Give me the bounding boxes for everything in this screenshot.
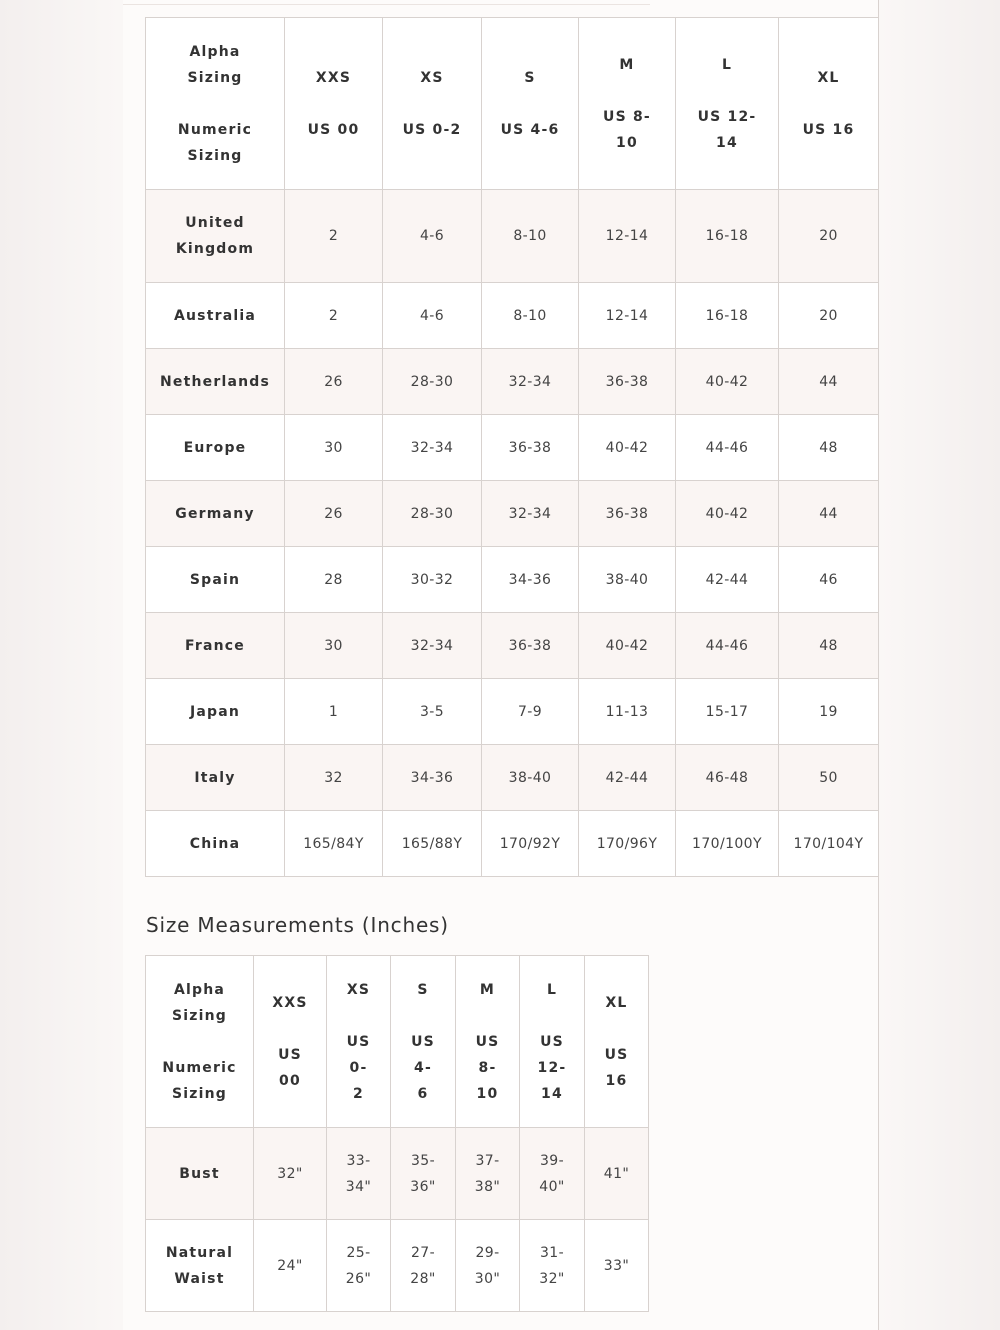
table-cell: 20	[779, 283, 879, 349]
header-size-xs	[327, 956, 391, 1128]
table-cell: 48	[779, 613, 879, 679]
table-cell	[327, 1220, 391, 1312]
header-size-xs	[383, 18, 482, 190]
header-alpha-numeric	[146, 18, 285, 190]
table-cell: 36-38	[482, 415, 579, 481]
row-label	[146, 1220, 254, 1312]
table-cell: 32-34	[482, 481, 579, 547]
cell-line: 29-	[475, 1244, 500, 1261]
cell-line: 34"	[345, 1178, 372, 1195]
header-size-s	[482, 18, 579, 190]
size-numeric: US 12-	[697, 108, 757, 125]
header-numeric-label: Numeric	[162, 1059, 237, 1076]
size-numeric: 4-	[414, 1059, 432, 1076]
size-numeric: 6	[417, 1085, 429, 1102]
size-numeric: 8-	[478, 1059, 497, 1076]
table-cell: 19	[779, 679, 879, 745]
size-numeric: US	[411, 1033, 435, 1050]
size-alpha: S	[417, 981, 429, 998]
table-row-china	[146, 811, 879, 877]
header-numeric-label: Numeric Sizing	[177, 121, 253, 164]
header-numeric-label: Sizing	[171, 1085, 228, 1102]
table-cell: 46-48	[676, 745, 779, 811]
cell-line: 31-	[539, 1244, 565, 1261]
header-size-s	[391, 956, 456, 1128]
size-numeric: US	[604, 1046, 629, 1063]
table-cell	[456, 1220, 520, 1312]
row-label-line: Natural	[165, 1244, 234, 1261]
row-label: China	[146, 811, 285, 877]
table-cell	[585, 1128, 649, 1220]
table-header-row	[146, 956, 649, 1128]
table-cell: 38-40	[482, 745, 579, 811]
table-cell	[520, 1220, 585, 1312]
header-size-xl	[585, 956, 649, 1128]
cell-line: 27-	[410, 1244, 436, 1261]
cell-line: 36"	[410, 1178, 436, 1195]
table-row-europe	[146, 415, 879, 481]
size-alpha: XL	[817, 69, 840, 86]
cell-line: 39-	[539, 1152, 565, 1169]
table-cell: 2	[285, 283, 383, 349]
table-row-natural-waist	[146, 1220, 649, 1312]
table-cell: 20	[779, 190, 879, 283]
size-alpha: L	[546, 981, 558, 998]
table-cell: 8-10	[482, 283, 579, 349]
table-cell: 34-36	[383, 745, 482, 811]
size-numeric: US 8-	[603, 108, 651, 125]
size-numeric: US 4-6	[500, 121, 560, 138]
table-header-row	[146, 18, 879, 190]
size-alpha: XS	[346, 981, 371, 998]
row-label-line: United	[185, 215, 245, 231]
size-conversion-table	[145, 17, 879, 877]
row-label: Germany	[146, 481, 285, 547]
table-cell: 170/96Y	[579, 811, 676, 877]
size-numeric: US 00	[307, 121, 360, 138]
size-alpha: M	[619, 56, 635, 73]
table-cell	[520, 1128, 585, 1220]
header-size-l	[676, 18, 779, 190]
table-cell: 46	[779, 547, 879, 613]
table-cell: 11-13	[579, 679, 676, 745]
size-numeric: 14	[716, 134, 738, 151]
size-numeric: 2	[353, 1085, 364, 1102]
table-cell: 26	[285, 349, 383, 415]
table-row-netherlands	[146, 349, 879, 415]
size-numeric: 0-	[349, 1059, 368, 1076]
cell-line: 38"	[474, 1178, 501, 1195]
size-numeric: 10	[616, 134, 638, 151]
table-cell: 40-42	[579, 613, 676, 679]
row-label: Netherlands	[146, 349, 285, 415]
cell-line: 41"	[603, 1165, 630, 1182]
table-row-spain	[146, 547, 879, 613]
size-numeric: US	[346, 1033, 371, 1050]
table-cell: 44	[779, 481, 879, 547]
header-size-m	[579, 18, 676, 190]
table-cell: 44-46	[676, 613, 779, 679]
size-numeric: 16	[605, 1072, 628, 1089]
table-cell: 36-38	[482, 613, 579, 679]
table-row-japan	[146, 679, 879, 745]
table-row-germany	[146, 481, 879, 547]
size-alpha: XS	[420, 69, 444, 86]
header-alpha-label: Alpha Sizing	[187, 43, 243, 86]
cell-line: 24"	[277, 1257, 303, 1274]
size-numeric: US	[278, 1046, 302, 1063]
cell-line: 37-	[475, 1152, 500, 1169]
size-alpha: S	[524, 69, 536, 86]
cell-line: 32"	[277, 1165, 303, 1182]
cell-line: 33-	[346, 1152, 371, 1169]
row-label: France	[146, 613, 285, 679]
size-alpha: XXS	[272, 994, 308, 1011]
table-cell: 32-34	[383, 415, 482, 481]
header-alpha-numeric	[146, 956, 254, 1128]
table-cell: 30-32	[383, 547, 482, 613]
divider	[123, 4, 650, 5]
table-cell: 34-36	[482, 547, 579, 613]
table-cell: 32-34	[482, 349, 579, 415]
table-cell: 4-6	[383, 190, 482, 283]
header-size-m	[456, 956, 520, 1128]
cell-line: 30"	[474, 1270, 501, 1287]
size-alpha: L	[721, 56, 733, 73]
header-size-l	[520, 956, 585, 1128]
table-cell: 28	[285, 547, 383, 613]
table-cell: 170/104Y	[779, 811, 879, 877]
size-alpha: XL	[605, 994, 628, 1011]
row-label: Europe	[146, 415, 285, 481]
row-label: Spain	[146, 547, 285, 613]
table-cell: 40-42	[676, 349, 779, 415]
row-label: Bust	[146, 1128, 254, 1220]
table-cell: 3-5	[383, 679, 482, 745]
table-cell	[391, 1128, 456, 1220]
table-row-united-kingdom	[146, 190, 879, 283]
header-size-xxs	[254, 956, 327, 1128]
cell-line: 35-	[410, 1152, 436, 1169]
table-cell: 16-18	[676, 190, 779, 283]
table-row-bust	[146, 1128, 649, 1220]
table-cell: 28-30	[383, 481, 482, 547]
table-cell: 40-42	[676, 481, 779, 547]
table-cell: 16-18	[676, 283, 779, 349]
table-cell	[391, 1220, 456, 1312]
table-cell: 30	[285, 415, 383, 481]
size-numeric: US 16	[802, 121, 855, 138]
table-cell: 1	[285, 679, 383, 745]
cell-line: 40"	[539, 1178, 565, 1195]
cell-line: 33"	[603, 1257, 630, 1274]
size-numeric: 10	[476, 1085, 499, 1102]
table-cell: 44	[779, 349, 879, 415]
table-row-italy	[146, 745, 879, 811]
size-alpha: XXS	[315, 69, 352, 86]
table-cell: 38-40	[579, 547, 676, 613]
table-cell: 48	[779, 415, 879, 481]
row-label-line: Kingdom	[175, 241, 255, 257]
table-row-france	[146, 613, 879, 679]
size-numeric: 00	[279, 1072, 301, 1089]
table-cell	[254, 1128, 327, 1220]
table-cell: 30	[285, 613, 383, 679]
table-cell: 12-14	[579, 283, 676, 349]
size-alpha: M	[479, 981, 496, 998]
table-cell: 28-30	[383, 349, 482, 415]
table-cell: 42-44	[676, 547, 779, 613]
table-cell	[585, 1220, 649, 1312]
table-cell: 42-44	[579, 745, 676, 811]
table-cell: 32-34	[383, 613, 482, 679]
table-cell	[254, 1220, 327, 1312]
table-row-australia	[146, 283, 879, 349]
row-label-line: Waist	[174, 1270, 225, 1287]
table-cell: 165/84Y	[285, 811, 383, 877]
size-numeric: 12-	[537, 1059, 567, 1076]
table-cell: 170/92Y	[482, 811, 579, 877]
table-cell: 12-14	[579, 190, 676, 283]
table-cell: 165/88Y	[383, 811, 482, 877]
table-cell: 36-38	[579, 481, 676, 547]
table-cell: 2	[285, 190, 383, 283]
size-numeric: US	[475, 1033, 500, 1050]
table-cell: 15-17	[676, 679, 779, 745]
cell-line: 32"	[539, 1270, 565, 1287]
table-cell: 40-42	[579, 415, 676, 481]
table-cell: 8-10	[482, 190, 579, 283]
cell-line: 28"	[410, 1270, 436, 1287]
size-numeric: US	[540, 1033, 564, 1050]
header-alpha-label: Sizing	[171, 1007, 228, 1024]
table-cell	[456, 1128, 520, 1220]
table-cell: 32	[285, 745, 383, 811]
table-cell: 4-6	[383, 283, 482, 349]
table-cell: 44-46	[676, 415, 779, 481]
table-cell: 36-38	[579, 349, 676, 415]
cell-line: 26"	[345, 1270, 372, 1287]
table-cell: 26	[285, 481, 383, 547]
row-label: Australia	[146, 283, 285, 349]
size-numeric: US 0-2	[402, 121, 462, 138]
table-cell: 50	[779, 745, 879, 811]
section-title: Size Measurements (Inches)	[146, 913, 449, 937]
row-label: Italy	[146, 745, 285, 811]
table-cell	[327, 1128, 391, 1220]
header-size-xxs	[285, 18, 383, 190]
size-numeric: 14	[541, 1085, 563, 1102]
header-size-xl	[779, 18, 879, 190]
size-measurements-table	[145, 955, 649, 1312]
row-label: Japan	[146, 679, 285, 745]
cell-line: 25-	[346, 1244, 371, 1261]
header-alpha-label: Alpha	[173, 981, 226, 998]
row-label	[146, 190, 285, 283]
table-cell: 170/100Y	[676, 811, 779, 877]
table-cell: 7-9	[482, 679, 579, 745]
